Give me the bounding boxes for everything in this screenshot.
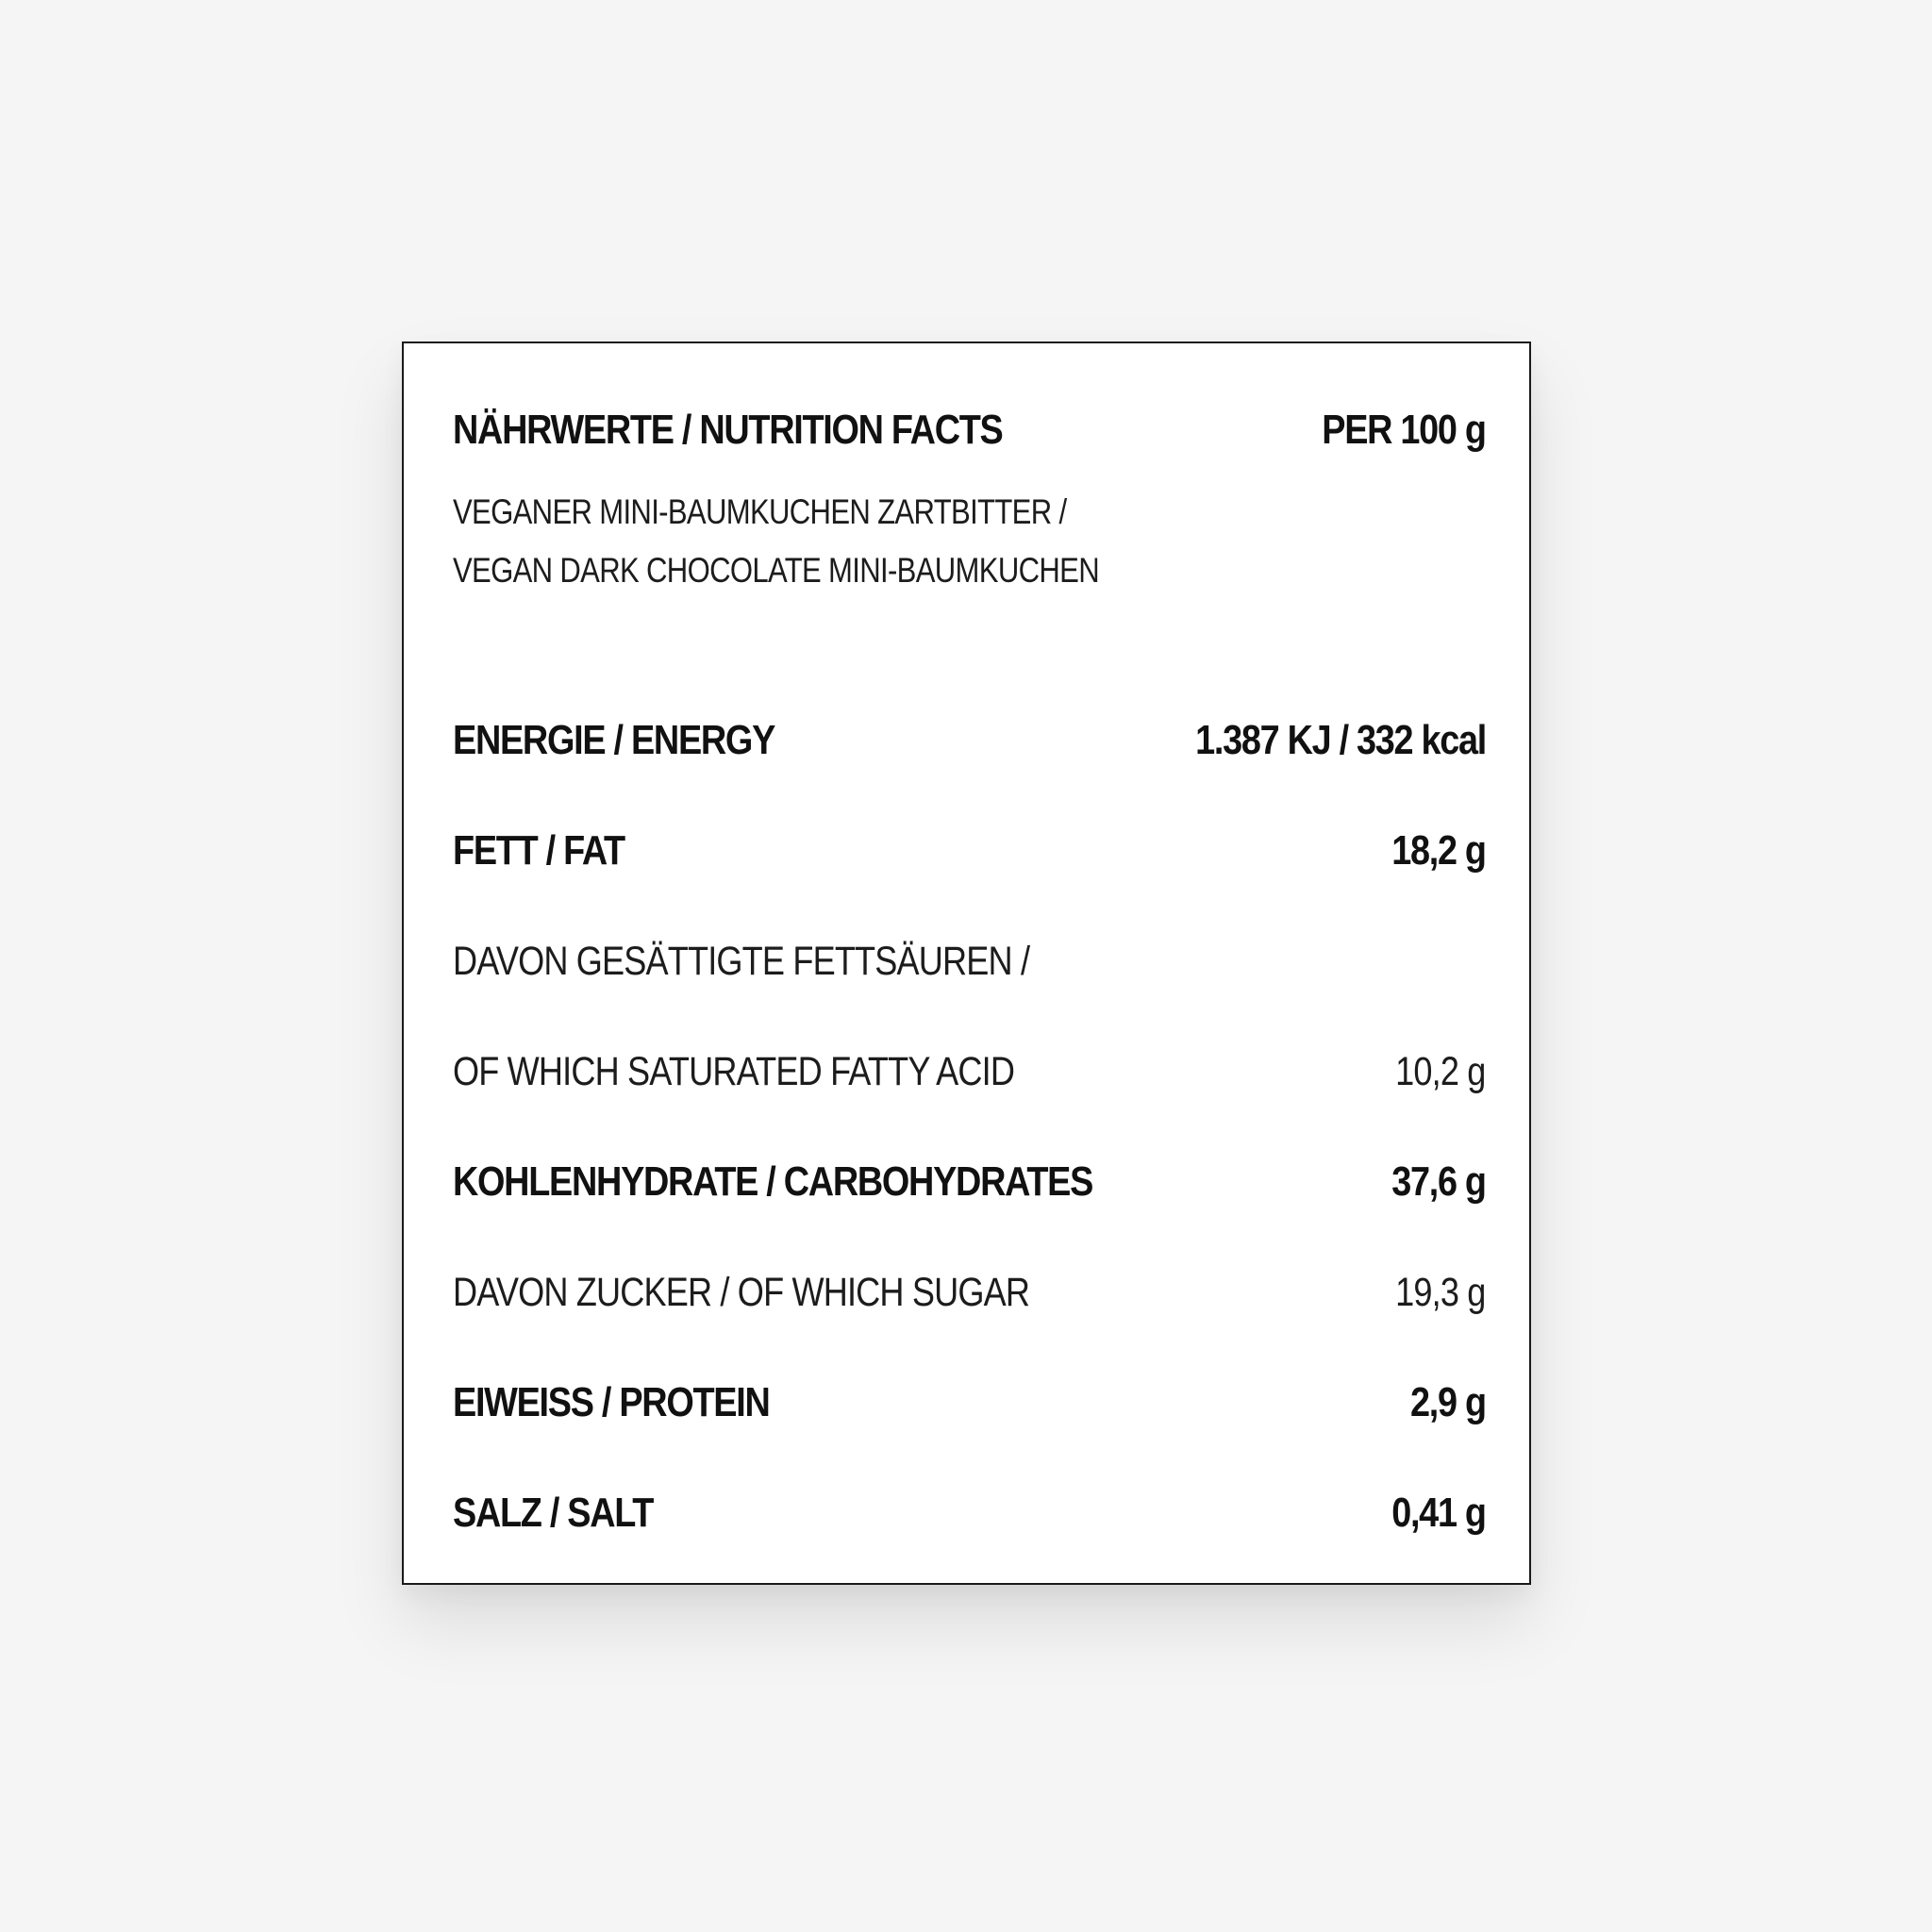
row-saturated-en — [453, 1043, 1486, 1100]
product-name-line-2: VEGAN DARK CHOCOLATE MINI-BAUMKUCHEN — [453, 551, 1099, 590]
row-label: FETT / FAT — [453, 827, 625, 874]
row-label: OF WHICH SATURATED FATTY ACID — [453, 1048, 1015, 1094]
row-value: 19,3 g — [1395, 1269, 1486, 1315]
row-protein — [453, 1374, 1486, 1431]
row-salt — [453, 1485, 1486, 1541]
row-value: 18,2 g — [1391, 827, 1486, 874]
row-value: 10,2 g — [1395, 1048, 1486, 1094]
header-row — [453, 402, 1486, 458]
row-label: EIWEISS / PROTEIN — [453, 1379, 770, 1425]
row-fat — [453, 823, 1486, 879]
row-label: KOHLENHYDRATE / CARBOHYDRATES — [453, 1158, 1093, 1205]
row-value: 37,6 g — [1391, 1158, 1486, 1205]
row-value: 1.387 KJ / 332 kcal — [1195, 717, 1486, 763]
row-value: 2,9 g — [1410, 1379, 1486, 1425]
row-label: DAVON ZUCKER / OF WHICH SUGAR — [453, 1269, 1030, 1315]
row-sugar — [453, 1264, 1486, 1321]
page-title: NÄHRWERTE / NUTRITION FACTS — [453, 407, 1003, 453]
row-saturated-de — [453, 933, 1486, 990]
per-amount: PER 100 g — [1322, 407, 1486, 453]
product-name-line-1: VEGANER MINI-BAUMKUCHEN ZARTBITTER / — [453, 492, 1067, 531]
row-value: 0,41 g — [1391, 1490, 1486, 1536]
row-carbohydrates — [453, 1154, 1486, 1210]
row-label: DAVON GESÄTTIGTE FETTSÄUREN / — [453, 938, 1030, 984]
row-label: ENERGIE / ENERGY — [453, 717, 775, 763]
product-name — [453, 483, 1222, 600]
row-label: SALZ / SALT — [453, 1490, 654, 1536]
nutrition-facts-card — [402, 341, 1531, 1585]
row-energy — [453, 712, 1486, 769]
